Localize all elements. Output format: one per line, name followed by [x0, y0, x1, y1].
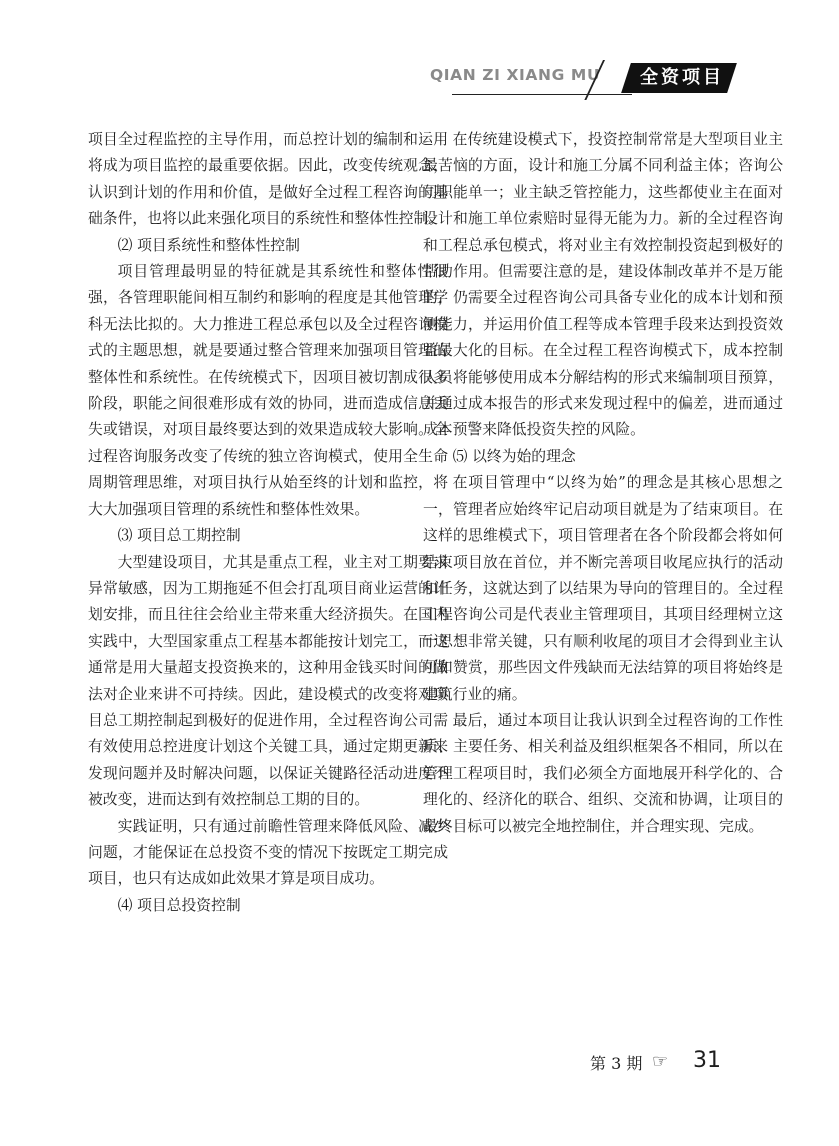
page-number: 31 [693, 1048, 721, 1073]
article-right-column [423, 127, 783, 840]
paragraph: 实践证明，只有通过前瞻性管理来降低风险、减少问题，才能保证在总投资不变的情况下按既定工期完成项目，也只有达成如此效果才算是项目成功。 [88, 817, 448, 888]
paragraph: 大型建设项目，尤其是重点工程，业主对工期要求异常敏感，因为工期拖延不但会打乱项目商业运营的计划安排，而且往往会给业主带来重大经济损失。在国内实践中，大型国家重点工程基本都能按计划完工，而这通常是用大量超支投资换来的，这种用金钱买时间的做法对企业来讲不可持续。因此，建设模式的改变将对项目总工期控制起到极好的促进作用，全过程咨询公司需有效使用总控进度计划这个关键工具，通过定期更新来发现问题并及时解决问题，以保证关键路径活动进度不被改变，进而达到有效控制总工期的目的。 [88, 553, 448, 809]
subheading-schedule-control: ⑶ 项目总工期控制 [117, 527, 241, 545]
paragraph: 最后，通过本项目让我认识到全过程咨询的工作性质、主要任务、相关利益及组织框架各不相同，所以在管理工程项目时，我们必须全方面地展开科学化的、合理化的、经济化的联合、组织、交流和协调，让项目的最终目标可以被完全地控制住，并合理实现、完成。 [423, 711, 783, 835]
subheading-end-in-mind: ⑸ 以终为始的理念 [452, 447, 576, 465]
paragraph: 在传统建设模式下，投资控制常常是大型项目业主最苦恼的方面，设计和施工分属不同利益主体；咨询公司职能单一；业主缺乏管控能力，这些都使业主在面对设计和施工单位索赔时显得无能为力。新的全过程咨询和工程总承包模式，将对业主有效控制投资起到极好的帮助作用。但需要注意的是，建设体制改革并不是万能的，仍需要全过程咨询公司具备专业化的成本计划和预测能力，并运用价值工程等成本管理手段来达到投资效益最大化的目标。在全过程工程咨询模式下，成本控制人员将能够使用成本分解结构的形式来编制项目预算，并通过成本报告的形式来发现过程中的偏差，进而通过成本预警来降低投资失控的风险。 [423, 131, 783, 439]
pointing-hand-icon: ☞ [652, 1051, 669, 1072]
subheading-investment-control: ⑷ 项目总投资控制 [117, 896, 241, 914]
subheading-system-control: ⑵ 项目系统性和整体性控制 [117, 236, 300, 254]
section-badge-title: 全资项目 [640, 67, 724, 88]
running-header-pinyin: QIAN ZI XIANG MU [430, 66, 601, 84]
issue-number: 第 3 期 [590, 1054, 643, 1073]
paragraph: 在项目管理中“以终为始”的理念是其核心思想之一，管理者应始终牢记启动项目就是为了结束项目。在这样的思维模式下，项目管理者在各个阶段都会将如何结束项目放在首位，并不断完善项目收尾应执行的活动和任务，这就达到了以结果为导向的管理目的。全过程工程咨询公司是代表业主管理项目，其项目经理树立这一思想非常关键，只有顺利收尾的项目才会得到业主认可和赞赏，那些因文件残缺而无法结算的项目将始终是建筑行业的痛。 [423, 474, 783, 703]
paragraph: 项目全过程监控的主导作用，而总控计划的编制和运用将成为项目监控的最重要依据。因此，改变传统观念，认识到计划的作用和价值，是做好全过程工程咨询的基础条件，也将以此来强化项目的系统性和整体性控制。 [88, 131, 448, 228]
paragraph: 项目管理最明显的特征就是其系统性和整体性很强，各管理职能间相互制约和影响的程度是其他管理学科无法比拟的。大力推进工程总承包以及全过程咨询模式的主题思想，就是要通过整合管理来加强项目管理的整体性和系统性。在传统模式下，因项目被切割成很多阶段，职能之间很难形成有效的协同，进而造成信息丢失或错误，对项目最终要达到的效果造成较大影响。全过程咨询服务改变了传统的独立咨询模式，使用全生命周期管理思维，对项目执行从始至终的计划和监控，将大大加强项目管理的系统性和整体性效果。 [88, 263, 448, 518]
header-rule [452, 94, 632, 95]
article-left-column [88, 127, 448, 919]
